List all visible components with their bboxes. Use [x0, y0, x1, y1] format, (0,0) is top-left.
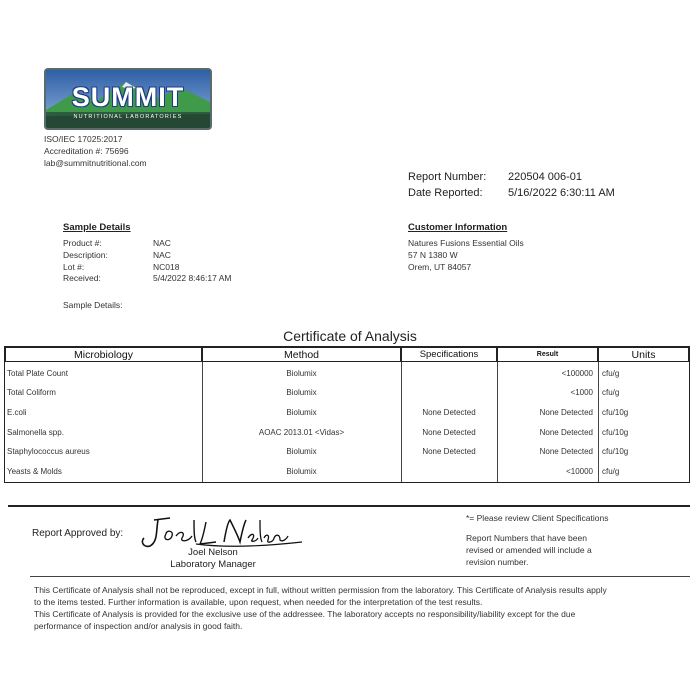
approved-by-label: Report Approved by: — [32, 528, 124, 539]
test-result: <10000 — [566, 467, 593, 476]
test-method: Biolumix — [286, 467, 317, 476]
header-microbiology: Microbiology — [5, 347, 202, 362]
logo-tagline: NUTRITIONAL LABORATORIES — [73, 114, 183, 120]
report-date-label: Date Reported: — [408, 187, 483, 199]
results-table — [4, 346, 690, 483]
header-specifications: Specifications — [401, 347, 497, 362]
received-label: Received: — [63, 273, 101, 283]
test-method: Biolumix — [286, 408, 317, 417]
disclaimer-line: This Certificate of Analysis shall not be reproduced, except in full, without written permission from the laboratory. This Certificate of Analysis results apply — [34, 585, 607, 595]
disclaimer — [34, 584, 686, 632]
description-label: Description: — [63, 250, 108, 260]
lot-label: Lot #: — [63, 262, 85, 272]
test-method: Biolumix — [286, 369, 317, 378]
test-spec: None Detected — [422, 447, 476, 456]
product-value: NAC — [153, 238, 171, 248]
customer-info-heading: Customer Information — [408, 222, 508, 233]
column-divider — [401, 362, 402, 482]
lot-value: NC018 — [153, 262, 180, 272]
test-method: Biolumix — [286, 447, 317, 456]
test-method: Biolumix — [286, 388, 317, 397]
report-number-label: Report Number: — [408, 171, 487, 183]
disclaimer-line: This Certificate of Analysis is provided for the exclusive use of the addressee. The laboratory accepts no responsibility/liability except for the due — [34, 609, 576, 619]
column-divider — [598, 362, 599, 482]
test-name: E.coli — [7, 408, 27, 417]
logo-wordmark: SUMMIT — [71, 82, 185, 112]
customer-name: Natures Fusions Essential Oils — [408, 238, 524, 248]
disclaimer-divider — [30, 576, 690, 577]
lab-email: lab@summitnutritional.com — [44, 158, 147, 168]
column-divider — [202, 362, 203, 482]
lab-logo — [44, 68, 212, 130]
sample-details-label: Sample Details: — [63, 300, 123, 310]
sample-details-heading: Sample Details — [63, 222, 131, 233]
test-units: cfu/g — [602, 467, 620, 476]
description-value: NAC — [153, 250, 171, 260]
test-name: Yeasts & Molds — [7, 467, 62, 476]
test-name: Salmonella spp. — [7, 428, 64, 437]
test-result: None Detected — [539, 428, 593, 437]
test-name: Total Coliform — [7, 388, 56, 397]
disclaimer-line: to the items tested. Further information is available, upon request, when needed for the interpretation of the test results. — [34, 597, 483, 607]
column-divider — [497, 362, 498, 482]
disclaimer-line: performance of inspection and/or analysis in good faith. — [34, 621, 243, 631]
received-value: 5/4/2022 8:46:17 AM — [153, 273, 232, 283]
test-units: cfu/g — [602, 388, 620, 397]
test-units: cfu/10g — [602, 447, 629, 456]
header-result: Result — [497, 347, 598, 362]
revision-note-line1: Report Numbers that have been — [466, 533, 587, 543]
header-method: Method — [202, 347, 401, 362]
revision-note-line3: revision number. — [466, 557, 529, 567]
client-spec-note: *= Please review Client Specifications — [466, 513, 609, 523]
test-result: None Detected — [539, 408, 593, 417]
certificate-title: Certificate of Analysis — [283, 328, 417, 344]
test-units: cfu/10g — [602, 408, 629, 417]
report-date: 5/16/2022 6:30:11 AM — [508, 187, 615, 199]
product-label: Product #: — [63, 238, 102, 248]
test-spec: None Detected — [422, 408, 476, 417]
test-result: <1000 — [570, 388, 593, 397]
test-units: cfu/g — [602, 369, 620, 378]
test-result: <100000 — [561, 369, 593, 378]
approver-name: Joel Nelson — [188, 547, 238, 558]
customer-address1: 57 N 1380 W — [408, 250, 458, 260]
test-spec: None Detected — [422, 428, 476, 437]
test-units: cfu/10g — [602, 428, 629, 437]
revision-note-line2: revised or amended will include a — [466, 545, 592, 555]
lab-accreditation: Accreditation #: 75696 — [44, 146, 129, 156]
report-number: 220504 006-01 — [508, 171, 583, 183]
header-units: Units — [598, 347, 689, 362]
test-name: Staphylococcus aureus — [7, 447, 90, 456]
test-method: AOAC 2013.01 <Vidas> — [258, 428, 345, 437]
section-divider — [8, 505, 690, 507]
test-result: None Detected — [539, 447, 593, 456]
approver-title: Laboratory Manager — [170, 559, 256, 570]
test-name: Total Plate Count — [7, 369, 68, 378]
customer-address2: Orem, UT 84057 — [408, 262, 472, 272]
lab-iso: ISO/IEC 17025:2017 — [44, 134, 123, 144]
